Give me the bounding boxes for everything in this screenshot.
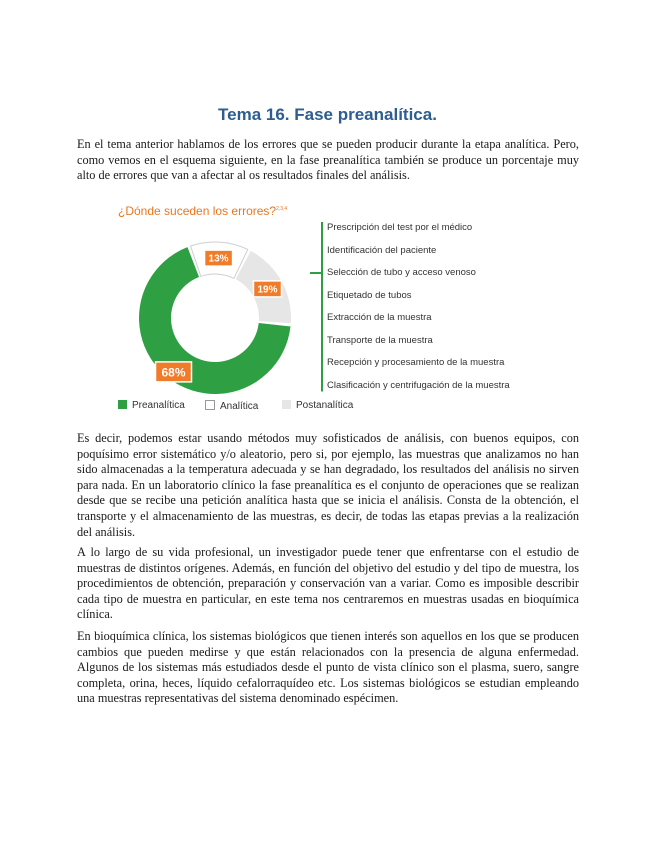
value-label-postanalitica [253, 281, 281, 297]
legend-item-analitica [205, 400, 258, 412]
legend-item-postanalitica [282, 400, 353, 411]
stage-item: Clasificación y centrifugación de la muestra [327, 379, 510, 391]
legend-swatch-postanalitica [282, 400, 291, 409]
paragraph-biological-systems: En bioquímica clínica, los sistemas biológicos que tienen interés son aquellos en los que se producen cambios que pueden medirse y que están relacionados con la presencia de alguna enfermedad. Algunos de los sistemas más estudiados desde el punto de vista clínico son el plasma, suero, sangre completa, orina, heces, líquido cefalorraquídeo etc. Los sistemas biológicos se estudian empleando una muestras representativas del sistema denominado espécimen. [77, 629, 579, 706]
stage-item: Transporte de la muestra [327, 334, 433, 346]
stage-item: Recepción y procesamiento de la muestra [327, 357, 505, 368]
figure-title-superscript: 2,3,4 [276, 206, 288, 212]
stage-item: Identificación del paciente [327, 244, 437, 256]
paragraph-intro: En el tema anterior hablamos de los errores que se pueden producir durante la etapa analítica. Pero, como vemos en el esquema siguiente, en la fase preanalítica también se produce un porcentaje muy alto de errores que van a afectar al os resultados finales del análisis. [77, 137, 579, 183]
legend-label-preanalitica: Preanalítica [132, 400, 185, 411]
paragraph-sample-origins: A lo largo de su vida profesional, un investigador puede tener que enfrentarse con el estudio de muestras de distintos orígenes. Además, en función del objetivo del estudio y del tipo de muestra, los procedimientos de obtención, preparación y conservación van a variar. Como es imposible describir cada tipo de muestra en particular, en este tema nos centraremos en muestras usadas en bioquímica clínica. [77, 545, 579, 622]
figure-title-text: ¿Dónde suceden los errores? [118, 204, 277, 218]
stage-item: Etiquetado de tubos [327, 289, 412, 301]
legend-swatch-analitica [205, 400, 215, 410]
value-label-text: 19% [257, 284, 278, 296]
legend-label-analitica: Analítica [220, 401, 259, 412]
value-label-text: 68% [161, 365, 186, 380]
errors-figure [110, 200, 550, 418]
page-title: Tema 16. Fase preanalítica. [218, 105, 437, 124]
legend-item-preanalitica [118, 400, 185, 411]
stage-item: Selección de tubo y acceso venoso [327, 267, 476, 278]
legend-label-postanalitica: Postanalítica [296, 400, 354, 411]
stage-item: Extracción de la muestra [327, 312, 432, 323]
paragraph-preanalytic-definition: Es decir, podemos estar usando métodos muy sofisticados de análisis, con buenos equipos, con poquísimo error sistemático y/o aleatorio, pero si, por ejemplo, las muestras que analizamos no han sido almacenadas a la temperatura adecuada y se han degradado, los resultados del análisis no sirven para nada. En un laboratorio clínico la fase preanalítica es el conjunto de operaciones que se realizan desde que se recibe una petición analítica hasta que se inicia el análisis. Consta de la obtención, el transporte y el almacenamiento de las muestras, es decir, de todas las etapas previas a la realización del análisis. [77, 431, 579, 539]
legend-swatch-preanalitica [118, 400, 127, 409]
value-label-analitica [205, 250, 233, 266]
stage-item: Prescripción del test por el médico [327, 222, 473, 233]
value-label-preanalitica [156, 362, 192, 382]
value-label-text: 13% [208, 253, 229, 265]
